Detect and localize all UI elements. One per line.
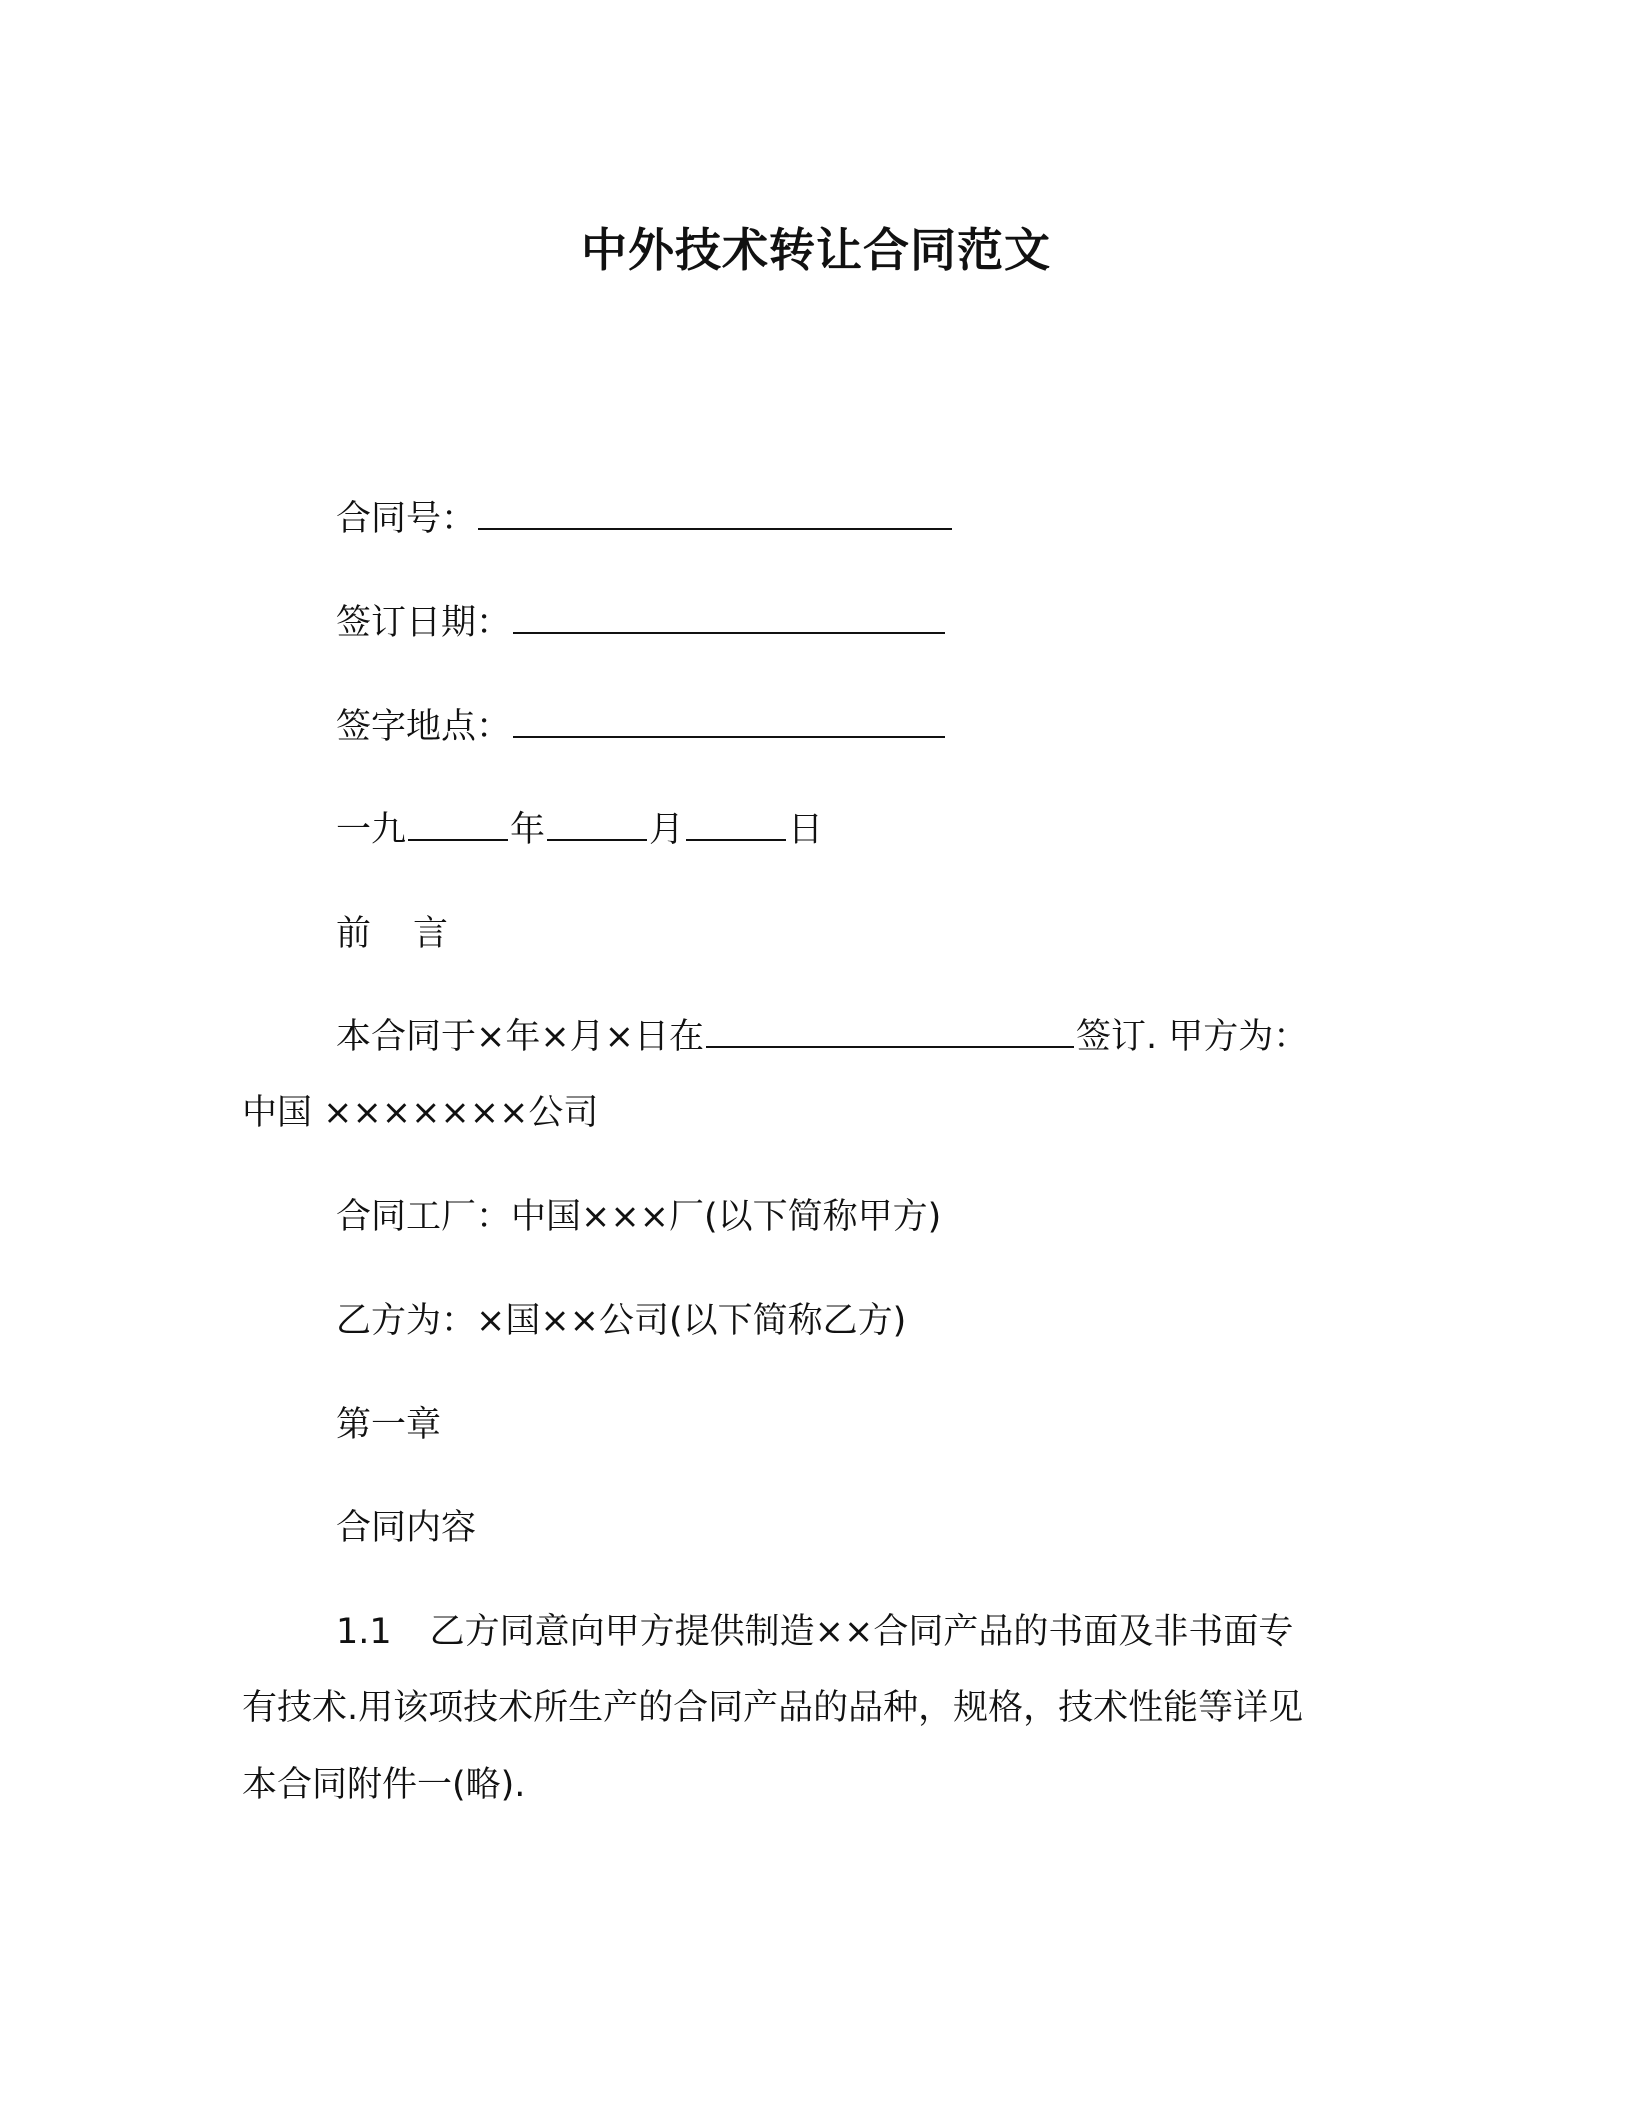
date-line (336, 808, 823, 852)
chapter-title: 合同内容 (336, 1508, 477, 1548)
date-day: 日 (788, 810, 824, 850)
clause-number: 1.1 (336, 1612, 392, 1652)
year-blank (408, 809, 508, 841)
contract-number-label: 合同号： (336, 499, 477, 539)
sign-location-blank (706, 1016, 1074, 1048)
chapter-heading: 第一章 (336, 1405, 442, 1445)
clause-1-1-line1 (336, 1610, 1293, 1654)
date-year: 年 (510, 810, 546, 850)
contract-number-blank (478, 498, 952, 530)
factory-line: 合同工厂：中国×××厂(以下简称甲方) (336, 1197, 942, 1237)
preface-p1-start: 本合同于×年×月×日在 (336, 1017, 704, 1057)
contract-number-line (336, 497, 954, 541)
day-blank (686, 809, 786, 841)
sign-place-blank (513, 706, 945, 738)
preface-paragraph-line1 (336, 1015, 1308, 1059)
sign-date-label: 签订日期： (336, 603, 512, 643)
clause-1-1-line3: 本合同附件一(略). (242, 1765, 526, 1805)
date-prefix: 一九 (336, 810, 407, 850)
month-blank (547, 809, 647, 841)
sign-place-line (336, 705, 947, 749)
sign-date-blank (513, 602, 945, 634)
preface-p1-end: 签订. 甲方为： (1075, 1017, 1309, 1057)
sign-place-label: 签字地点： (336, 707, 512, 747)
document-title: 中外技术转让合同范文 (581, 223, 1051, 277)
preface-heading: 前言 (336, 914, 491, 954)
party-b-line: 乙方为：×国××公司(以下简称乙方) (336, 1301, 907, 1341)
date-month: 月 (649, 810, 685, 850)
sign-date-line (336, 601, 947, 645)
preface-paragraph-line2: 中国 ×××××××公司 (242, 1093, 599, 1133)
clause-1-1-line2: 有技术.用该项技术所生产的合同产品的品种，规格，技术性能等详见 (242, 1688, 1304, 1728)
clause-1-1-text1: 乙方同意向甲方提供制造××合同产品的书面及非书面专 (429, 1612, 1294, 1652)
